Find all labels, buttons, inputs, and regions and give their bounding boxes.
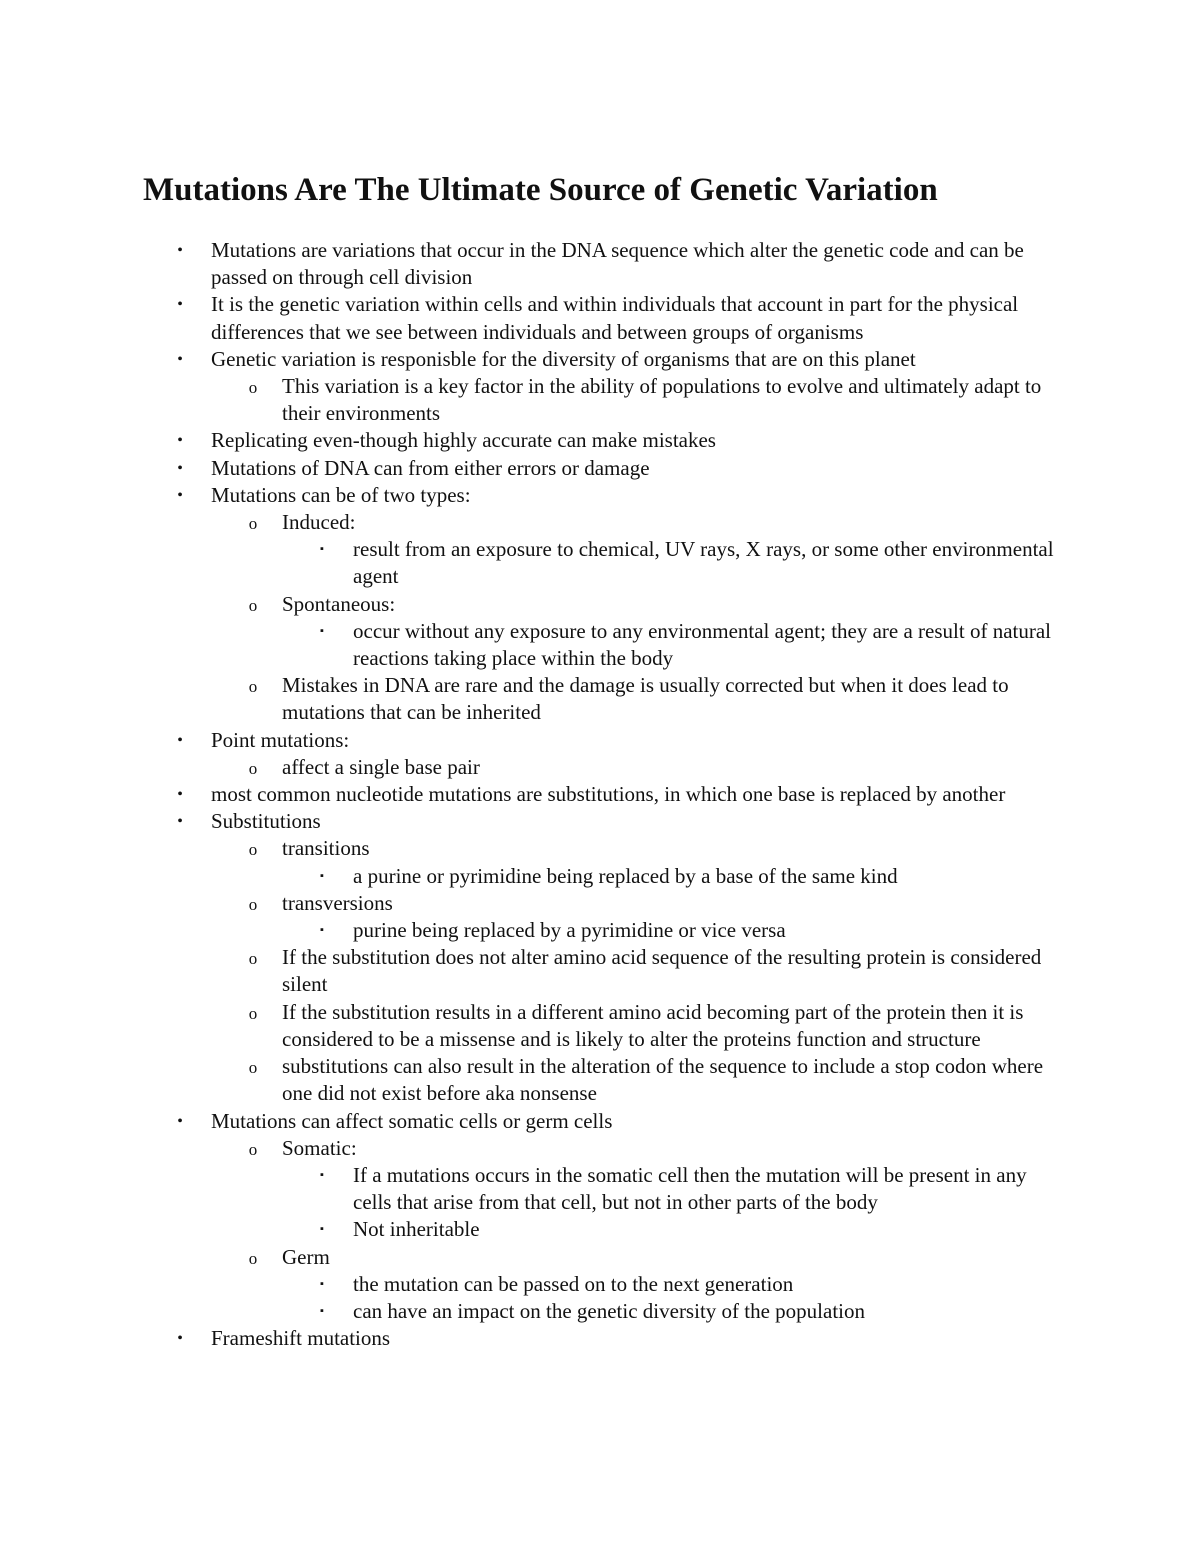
bullet-marker-level-2: o [248, 758, 258, 778]
list-item [0, 781, 1200, 808]
list-item-text: Induced: [282, 510, 356, 535]
list-item [0, 835, 1200, 862]
list-item-text: Mutations are variations that occur in the DNA sequence which alter the genetic code and can be passed on through cell division [211, 238, 1024, 290]
list-item-text: Genetic variation is responisble for the diversity of organisms that are on this planet [211, 346, 916, 371]
list-item-text: Mutations can affect somatic cells or germ cells [211, 1108, 613, 1133]
bullet-marker-level-2: o [248, 677, 258, 697]
list-item-text: purine being replaced by a pyrimidine or vice versa [353, 918, 786, 943]
list-item-text: Germ [282, 1244, 330, 1269]
bullet-marker-level-2: o [248, 1003, 258, 1023]
list-item-text: affect a single base pair [282, 754, 480, 779]
list-item [0, 1244, 1200, 1271]
list-item [0, 591, 1200, 618]
list-item [0, 863, 1200, 890]
list-item [0, 1162, 1200, 1216]
list-item-text: Mutations of DNA can from either errors or damage [211, 455, 650, 480]
list-item [0, 1135, 1200, 1162]
list-item-text: Mutations can be of two types: [211, 482, 471, 507]
bullet-marker-level-1: • [177, 242, 183, 259]
bullet-marker-level-3: ▪ [320, 924, 324, 937]
list-item-text: can have an impact on the genetic diversity of the population [353, 1298, 865, 1323]
list-item [0, 509, 1200, 536]
list-item [0, 373, 1200, 427]
list-item [0, 482, 1200, 509]
list-item [0, 999, 1200, 1053]
bullet-marker-level-1: • [177, 1112, 183, 1130]
list-item-text: substitutions can also result in the alteration of the sequence to include a stop codon where one did not exist before aka nonsense [282, 1054, 1044, 1106]
list-item-text: Somatic: [282, 1135, 357, 1160]
bullet-marker-level-1: • [177, 432, 183, 450]
bullet-marker-level-1: • [177, 813, 183, 831]
list-item-text: Not inheritable [353, 1217, 480, 1242]
list-item [0, 237, 1200, 291]
list-item [0, 1325, 1200, 1352]
bullet-marker-level-3: ▪ [320, 1304, 324, 1317]
list-item [0, 455, 1200, 482]
list-item-text: occur without any exposure to any environmental agent; they are a result of natural reactions taking place within the body [353, 618, 1052, 671]
list-item [0, 291, 1200, 345]
bullet-marker-level-2: o [248, 595, 258, 615]
list-item-text: the mutation can be passed on to the next generation [353, 1271, 794, 1296]
bullet-marker-level-2: o [248, 949, 258, 969]
bullet-list [0, 237, 1200, 1352]
list-item-text: Substitutions [211, 809, 321, 834]
list-item-text: It is the genetic variation within cells and within individuals that account in part for the physical differences that we see between individuals and between groups of organisms [211, 292, 1019, 344]
bullet-marker-level-3: ▪ [320, 1223, 324, 1236]
list-item [0, 727, 1200, 754]
list-item-text: If the substitution does not alter amino acid sequence of the resulting protein is considered silent [282, 945, 1042, 997]
bullet-marker-level-3: ▪ [320, 1277, 324, 1290]
bullet-marker-level-3: ▪ [320, 624, 324, 637]
list-item-text: transversions [282, 890, 393, 915]
bullet-marker-level-3: ▪ [320, 1168, 324, 1181]
bullet-marker-level-1: • [177, 350, 183, 368]
list-item [0, 890, 1200, 917]
bullet-marker-level-1: • [177, 459, 183, 477]
bullet-marker-level-3: ▪ [320, 543, 324, 556]
list-item-text: Frameshift mutations [211, 1326, 391, 1351]
list-item [0, 1216, 1200, 1243]
list-item-text: Mistakes in DNA are rare and the damage is usually corrected but when it does lead to mutations that can be inherited [282, 673, 1009, 725]
list-item [0, 618, 1200, 672]
list-item [0, 1298, 1200, 1325]
list-item-text: If a mutations occurs in the somatic cell then the mutation will be present in any cells that arise from that cell, but not in other parts of the body [353, 1162, 1027, 1215]
list-item-text: Point mutations: [211, 727, 350, 752]
bullet-marker-level-1: • [177, 296, 183, 314]
list-item [0, 808, 1200, 835]
bullet-marker-level-1: • [177, 1330, 183, 1348]
list-item-text: If the substitution results in a different amino acid becoming part of the protein then it is considered to be a missense and is likely to alter the proteins function and structure [282, 999, 1024, 1051]
bullet-marker-level-2: o [248, 894, 258, 914]
bullet-marker-level-2: o [248, 514, 258, 534]
bullet-marker-level-1: • [177, 486, 183, 504]
list-item [0, 672, 1200, 726]
list-item [0, 1053, 1200, 1107]
bullet-marker-level-2: o [248, 1139, 258, 1159]
list-item-text: Replicating even-though highly accurate can make mistakes [211, 428, 716, 453]
bullet-marker-level-2: o [248, 840, 258, 860]
list-item-text: a purine or pyrimidine being replaced by a base of the same kind [353, 863, 898, 888]
list-item [0, 944, 1200, 998]
bullet-marker-level-2: o [248, 378, 258, 398]
list-item-text: transitions [282, 836, 370, 861]
bullet-marker-level-1: • [177, 786, 183, 804]
bullet-marker-level-2: o [248, 1248, 258, 1268]
list-item-text: Spontaneous: [282, 591, 396, 616]
bullet-marker-level-1: • [177, 731, 183, 749]
bullet-marker-level-3: ▪ [320, 869, 324, 882]
list-item [0, 754, 1200, 781]
list-item [0, 536, 1200, 590]
list-item [0, 917, 1200, 944]
list-item-text: result from an exposure to chemical, UV rays, X rays, or some other environmental agent [353, 537, 1054, 589]
list-item [0, 427, 1200, 454]
list-item-text: This variation is a key factor in the ability of populations to evolve and ultimately adapt to their environments [282, 374, 1042, 426]
bullet-marker-level-2: o [248, 1058, 258, 1078]
list-item-text: most common nucleotide mutations are substitutions, in which one base is replaced by another [211, 782, 1006, 807]
list-item [0, 346, 1200, 373]
list-item [0, 1271, 1200, 1298]
document-title: Mutations Are The Ultimate Source of Genetic Variation [143, 172, 938, 208]
list-item [0, 1108, 1200, 1135]
